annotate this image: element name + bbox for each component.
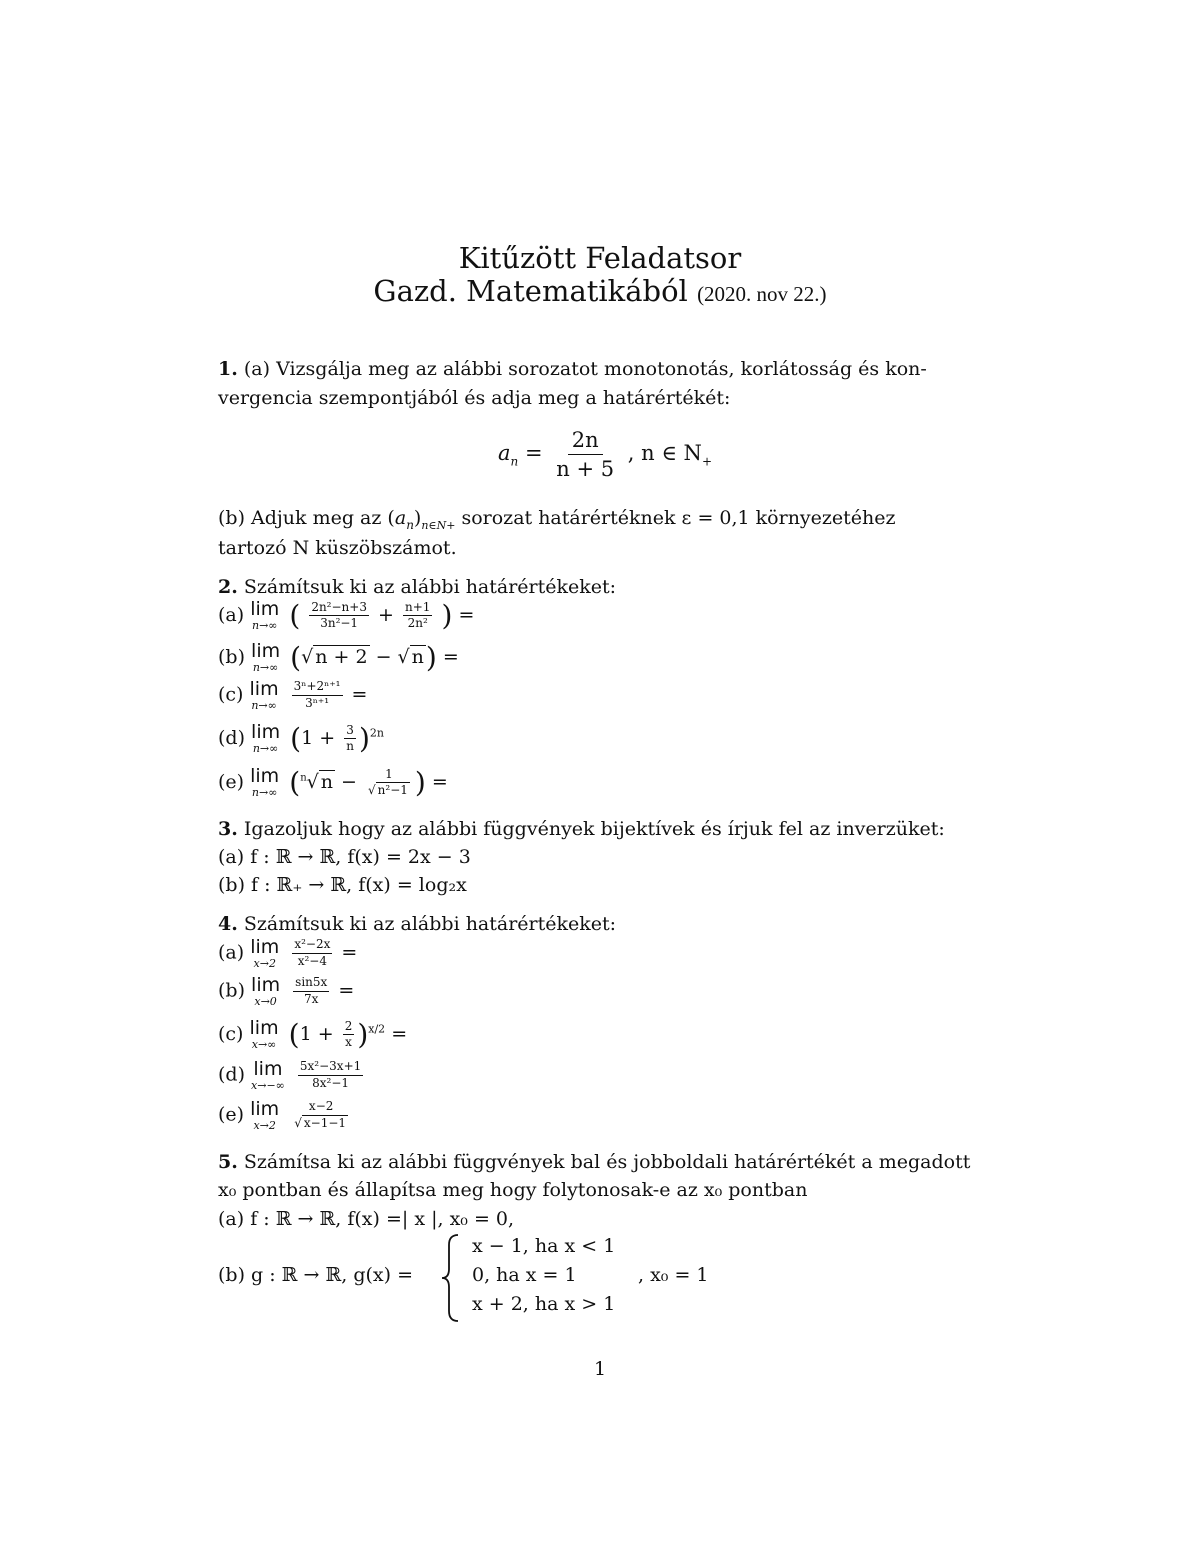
problem-2d — [218, 722, 384, 756]
problem-2a-lim — [250, 600, 279, 631]
numerator: 5x²−3x+1 — [298, 1060, 363, 1076]
lim-under: n→∞ — [251, 698, 277, 712]
problem-2c — [218, 680, 367, 711]
problem-4a-lim — [250, 938, 279, 969]
problem-1-text-a: (a) Vizsgálja meg az alábbi sorozatot monotonotás, korlátosság és kon- — [243, 358, 927, 380]
denominator: 7x — [304, 991, 319, 1006]
problem-5-number: 5. — [218, 1151, 238, 1173]
numerator: x²−2x — [292, 938, 332, 954]
equals-sign: = — [341, 941, 358, 964]
problem-1-formula — [498, 428, 712, 481]
problem-1b-line-1 — [218, 507, 896, 532]
close-paren: ) — [425, 641, 437, 674]
equals-sign: = — [442, 645, 459, 668]
problem-2e-frac — [366, 768, 412, 799]
problem-3-number: 3. — [218, 818, 238, 840]
problem-5-text-1: Számítsa ki az alábbi függvények bal és jobboldali határértékét a megadott — [243, 1151, 971, 1173]
problem-4c-label: (c) — [218, 1022, 244, 1045]
lim-under: x→2 — [253, 956, 276, 970]
equals-sign: = — [351, 683, 368, 706]
numerator: 2 — [343, 1020, 355, 1036]
problem-4-intro-line — [218, 913, 616, 936]
problem-4d-frac — [298, 1060, 363, 1091]
problem-2e-label: (e) — [218, 770, 245, 793]
lim-word: lim — [250, 598, 280, 621]
problem-3b: (b) f : ℝ₊ → ℝ, f(x) = log₂x — [218, 874, 467, 896]
denominator: 2n² — [407, 616, 428, 631]
numerator: 3 — [344, 724, 356, 740]
lim-word: lim — [250, 936, 280, 958]
denominator: √ n²−1 — [368, 783, 408, 798]
piecewise-case-1: x − 1, ha x < 1 — [472, 1235, 616, 1257]
numerator: 1 — [383, 768, 395, 784]
problem-4b-lim — [251, 976, 280, 1007]
lim-word: lim — [253, 1058, 283, 1080]
problem-1b-seq-sub: n — [406, 517, 414, 532]
lim-word: lim — [250, 1098, 280, 1120]
problem-1-line-1 — [218, 358, 927, 381]
numerator: sin5x — [293, 976, 329, 992]
exponent: 2n — [369, 726, 384, 740]
problem-5-line-1 — [218, 1151, 970, 1174]
lim-under: n→∞ — [252, 661, 279, 675]
problem-1b-index: n∈N+ — [421, 518, 456, 532]
problem-2e-lim — [250, 767, 279, 798]
problem-3a: (a) f : ℝ → ℝ, f(x) = 2x − 3 — [218, 846, 471, 868]
open-paren: ( — [288, 1018, 300, 1051]
problem-4b-frac — [293, 976, 329, 1007]
lim-word: lim — [251, 721, 281, 744]
problem-4d-label: (d) — [218, 1063, 245, 1086]
problem-2d-label: (d) — [218, 726, 245, 749]
problem-4b-label: (b) — [218, 979, 245, 1002]
open-paren: ( — [290, 641, 302, 674]
problem-4c — [218, 1018, 407, 1052]
formula-numerator: 2n — [568, 428, 603, 455]
sqrt-body: n²−1 — [377, 783, 408, 798]
close-paren: ) — [358, 722, 370, 755]
problem-2d-frac — [344, 724, 356, 755]
lim-under: x→0 — [254, 994, 277, 1008]
equals-sign: = — [431, 770, 448, 793]
problem-2-intro: Számítsuk ki az alábbi határértékeket: — [243, 576, 617, 598]
formula-lhs-sub: n — [510, 454, 519, 469]
sqrt-body: x−1−1 — [303, 1115, 347, 1130]
lim-under: x→2 — [253, 1118, 276, 1132]
problem-1b-seq: a — [394, 507, 407, 529]
root-index: n — [300, 772, 307, 784]
problem-4e-lim — [250, 1100, 279, 1131]
problem-1b-post: sorozat határértéknek ε = 0,1 környezetéhez — [461, 507, 896, 529]
lim-word: lim — [251, 640, 281, 663]
problem-4a-label: (a) — [218, 941, 245, 964]
close-paren: ) — [357, 1018, 369, 1051]
open-paren: ( — [289, 599, 301, 632]
lim-under: x→−∞ — [251, 1078, 285, 1092]
problem-1-line-2: vergencia szempontjából és adja meg a határértékét: — [218, 387, 731, 409]
formula-equals: = — [524, 441, 543, 466]
denominator: 8x²−1 — [312, 1075, 350, 1090]
lim-word: lim — [249, 678, 279, 700]
denominator: n — [346, 739, 354, 754]
denominator: x²−4 — [297, 953, 327, 968]
problem-4c-frac — [343, 1020, 355, 1051]
problem-4d-lim — [251, 1060, 285, 1091]
numerator: 2n²−n+3 — [309, 601, 369, 617]
piecewise-case-2: 0, ha x = 1 — [472, 1264, 577, 1286]
formula-domain: , n ∈ N — [627, 441, 702, 466]
equals-sign: = — [391, 1022, 408, 1045]
problem-4a — [218, 938, 357, 969]
problem-4-intro: Számítsuk ki az alábbi határértékeket: — [243, 913, 617, 935]
problem-1-number: 1. — [218, 358, 238, 380]
problem-2a-label: (a) — [218, 603, 245, 626]
problem-4e — [218, 1100, 353, 1131]
formula-fraction — [552, 428, 618, 481]
lim-under: n→∞ — [252, 742, 279, 756]
sqrt-body: n + 2 — [315, 645, 368, 668]
problem-2c-lim — [250, 680, 279, 711]
left-brace-icon — [440, 1233, 462, 1323]
denominator: 3ⁿ⁺¹ — [305, 695, 330, 710]
numerator: x−2 — [307, 1100, 335, 1116]
problem-3-intro: Igazoljuk hogy az alábbi függvények bijektívek és írjuk fel az inverzüket: — [243, 818, 945, 840]
problem-2a — [218, 599, 474, 633]
problem-2b-label: (b) — [218, 645, 245, 668]
problem-2-intro-line — [218, 576, 616, 599]
minus-sign: − — [341, 770, 357, 793]
denominator: x — [345, 1035, 352, 1050]
formula-denominator: n + 5 — [556, 457, 615, 482]
one-plus: 1 + — [301, 726, 336, 749]
problem-2c-frac — [292, 680, 343, 711]
lim-under: n→∞ — [251, 786, 278, 800]
one-plus: 1 + — [299, 1022, 334, 1045]
lim-under: n→∞ — [252, 619, 278, 633]
problem-5b-tail: , x₀ = 1 — [638, 1264, 709, 1286]
exponent: x/2 — [368, 1022, 386, 1036]
problem-1b-line-2: tartozó N küszöbszámot. — [218, 537, 457, 559]
problem-4d — [218, 1060, 366, 1091]
formula-domain-sub: + — [701, 454, 712, 469]
problem-2b-lim — [251, 642, 280, 673]
problem-4a-frac — [292, 938, 332, 969]
lim-word: lim — [251, 974, 281, 996]
problem-4b — [218, 976, 354, 1007]
problem-3-intro-line — [218, 818, 945, 841]
problem-4c-lim — [250, 1019, 279, 1050]
lim-under: x→∞ — [251, 1038, 277, 1052]
problem-5b-lhs: (b) g : ℝ → ℝ, g(x) = — [218, 1264, 413, 1286]
problem-2c-label: (c) — [218, 683, 244, 706]
numerator: n+1 — [403, 601, 432, 617]
problem-4-number: 4. — [218, 913, 238, 935]
title-date: (2020. nov 22.) — [697, 282, 827, 306]
open-paren: ( — [289, 766, 301, 799]
problem-2a-frac1 — [309, 601, 369, 632]
numerator: 3ⁿ+2ⁿ⁺¹ — [292, 680, 343, 696]
denominator: √ x−1−1 — [294, 1115, 347, 1130]
root-body: n — [320, 770, 333, 793]
equals-sign: = — [338, 979, 355, 1002]
problem-5a: (a) f : ℝ → ℝ, f(x) =| x |, x₀ = 0, — [218, 1208, 515, 1230]
open-paren: ( — [290, 722, 302, 755]
piecewise-case-3: x + 2, ha x > 1 — [472, 1293, 616, 1315]
problem-4e-frac — [292, 1100, 350, 1131]
equals-sign: = — [458, 603, 475, 626]
problem-2-number: 2. — [218, 576, 238, 598]
minus-sign: − — [375, 645, 392, 668]
problem-2d-lim — [251, 723, 280, 754]
problem-2b: (b) lim n→∞ (√ n + 2 − √ n) = — [218, 640, 459, 675]
problem-2e: (e) lim n→∞ ($^n$√ n − $\frac{1}{\text{√ n²−1}}$ ) = — [218, 765, 448, 800]
close-paren: ) — [441, 599, 453, 632]
title-subject: Gazd. Matematikából — [373, 274, 688, 308]
problem-4e-label: (e) — [218, 1103, 245, 1126]
plus-sign: + — [378, 603, 394, 626]
title-line-2 — [0, 274, 1200, 308]
lim-word: lim — [249, 1017, 279, 1040]
title-line-1: Kitűzött Feladatsor — [458, 241, 742, 275]
sqrt-body: n — [411, 645, 424, 668]
problem-1b-pre: (b) Adjuk meg az ( — [218, 507, 395, 529]
close-paren: ) — [414, 766, 426, 799]
page-number: 1 — [593, 1358, 607, 1380]
problem-5-line-2: x₀ pontban és állapítsa meg hogy folytonosak-e az x₀ pontban — [218, 1179, 808, 1201]
denominator: 3n²−1 — [320, 616, 359, 631]
formula-lhs: a — [498, 441, 511, 466]
lim-word: lim — [250, 765, 280, 788]
problem-1b-seq-close: ) — [413, 507, 422, 529]
problem-2a-frac2 — [403, 601, 432, 632]
